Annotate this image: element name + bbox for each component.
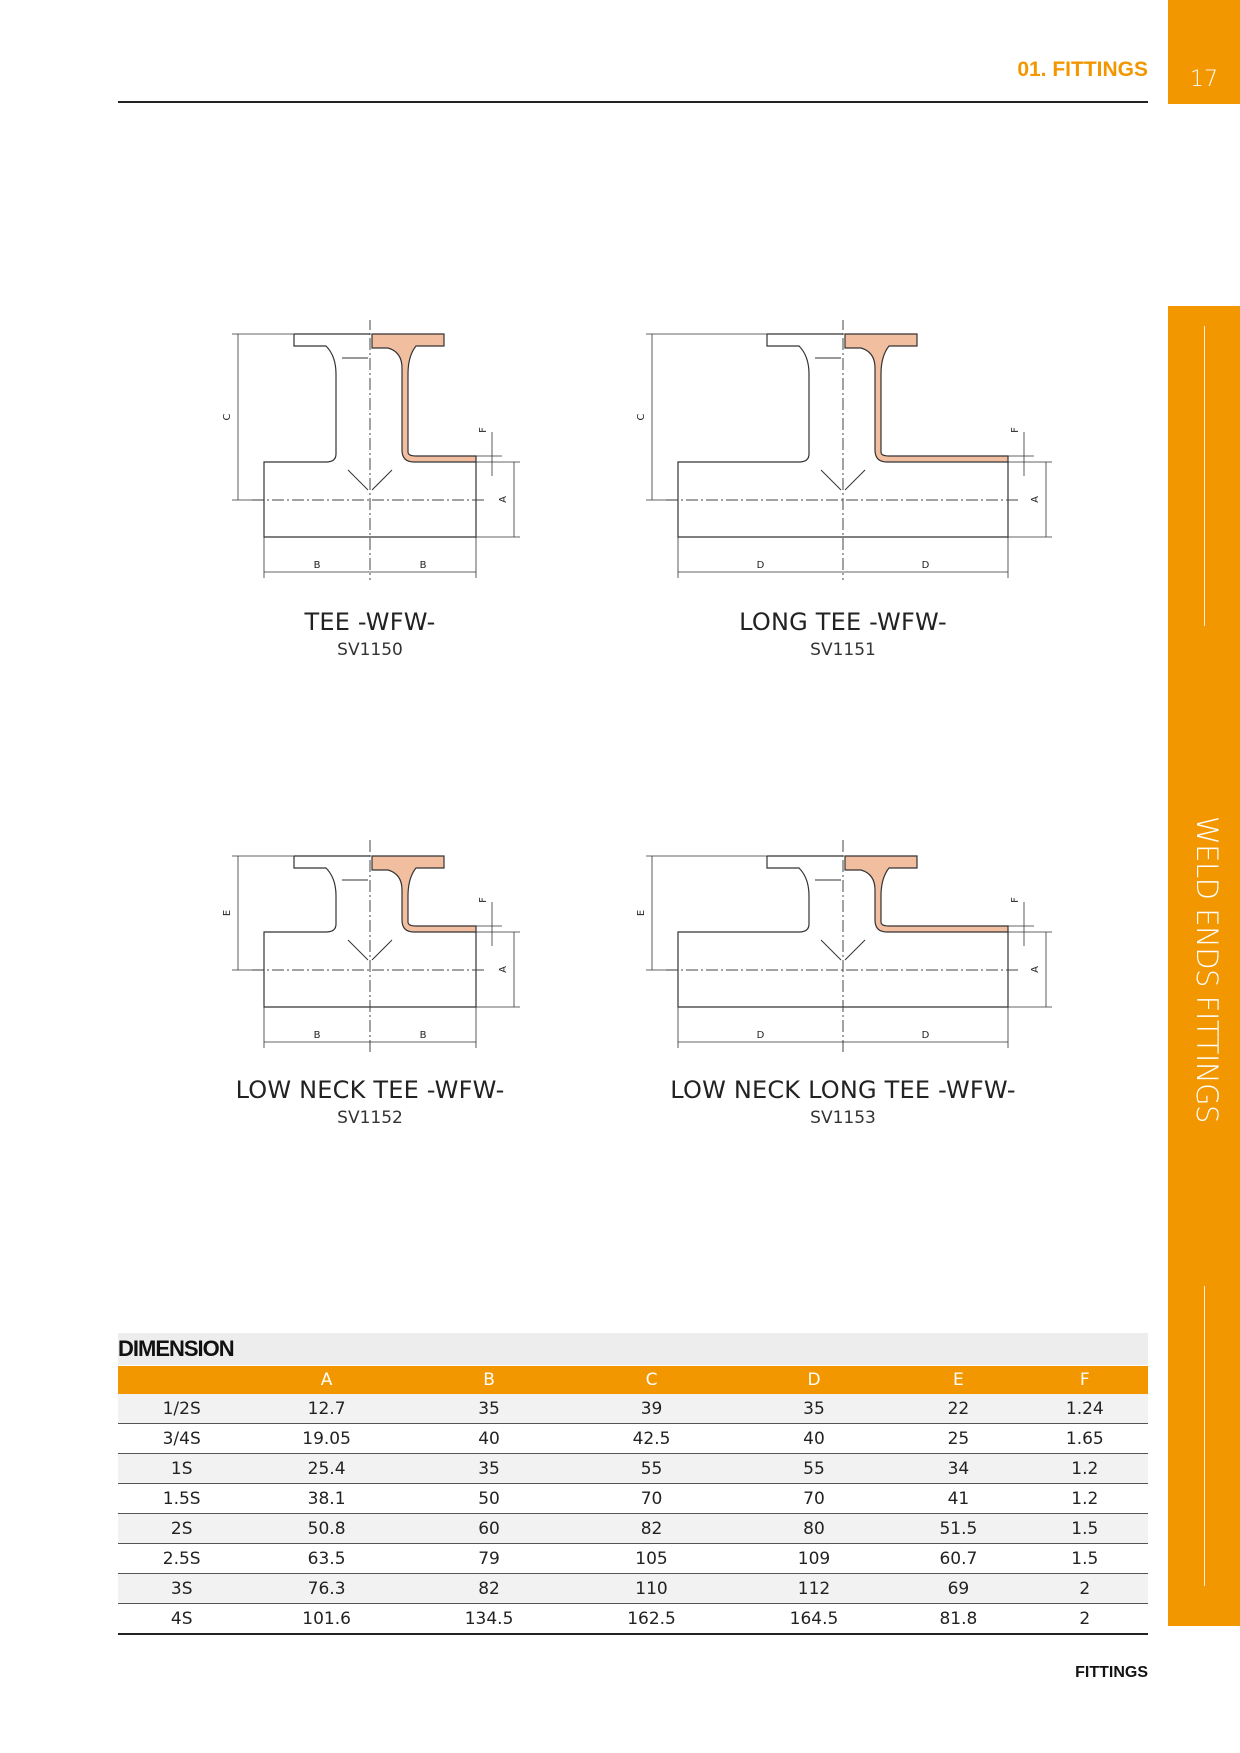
table-cell: 2.5S xyxy=(118,1544,245,1574)
dimension-label: A xyxy=(498,496,509,503)
dimension-label: A xyxy=(498,966,509,973)
bore-line xyxy=(372,470,392,490)
bore-line xyxy=(845,470,865,490)
section-tab xyxy=(1168,306,1240,1626)
section-tab-label: WELD ENDS FITTINGS xyxy=(1190,816,1224,1123)
header-title: 01. FITTINGS xyxy=(1017,58,1148,81)
table-cell: 3S xyxy=(118,1574,245,1604)
section-view xyxy=(372,334,476,462)
dimension-label: F xyxy=(1010,427,1021,433)
column-header xyxy=(118,1366,245,1394)
table-cell: 25.4 xyxy=(245,1454,407,1484)
dimension-title-bar xyxy=(118,1333,1148,1365)
dimension-label: F xyxy=(1010,897,1021,903)
table-cell: 51.5 xyxy=(895,1514,1021,1544)
table-cell: 1.2 xyxy=(1022,1454,1148,1484)
bore-line xyxy=(821,470,841,490)
dimension-label: B xyxy=(419,560,427,571)
product-title: LONG TEE -WFW- xyxy=(739,608,947,636)
diagram-low-neck-long-tee xyxy=(620,840,1070,1060)
dimension-label: B xyxy=(313,560,321,571)
table-cell: 19.05 xyxy=(245,1424,407,1454)
dimension-label: C xyxy=(222,413,233,421)
table-row xyxy=(118,1574,1148,1604)
table-cell: 42.5 xyxy=(570,1424,732,1454)
table-cell: 69 xyxy=(895,1574,1021,1604)
dimension-label: E xyxy=(222,909,233,917)
table-cell: 22 xyxy=(895,1394,1021,1424)
column-header: A xyxy=(245,1366,407,1394)
table-cell: 40 xyxy=(733,1424,895,1454)
table-cell: 81.8 xyxy=(895,1604,1021,1635)
product-code: SV1150 xyxy=(337,640,403,660)
table-cell: 3/4S xyxy=(118,1424,245,1454)
table-cell: 2 xyxy=(1022,1604,1148,1635)
dimension-label: A xyxy=(1030,966,1041,973)
column-header: B xyxy=(408,1366,570,1394)
dimension-label: D xyxy=(921,560,930,571)
section-view xyxy=(372,856,476,932)
table-cell: 79 xyxy=(408,1544,570,1574)
table-cell: 70 xyxy=(570,1484,732,1514)
table-row xyxy=(118,1604,1148,1635)
table-cell: 50 xyxy=(408,1484,570,1514)
table-row xyxy=(118,1424,1148,1454)
column-header: F xyxy=(1022,1366,1148,1394)
header-rule xyxy=(118,101,1148,103)
diagram-tee xyxy=(210,320,540,580)
table-row xyxy=(118,1454,1148,1484)
dimension-table xyxy=(118,1366,1148,1635)
table-row xyxy=(118,1544,1148,1574)
bore-line xyxy=(348,940,368,960)
page-number: 17 xyxy=(1190,67,1218,92)
table-cell: 112 xyxy=(733,1574,895,1604)
table-cell: 35 xyxy=(733,1394,895,1424)
table-cell: 76.3 xyxy=(245,1574,407,1604)
fitting-outline xyxy=(678,856,843,1007)
table-cell: 162.5 xyxy=(570,1604,732,1635)
table-cell: 134.5 xyxy=(408,1604,570,1635)
bore-line xyxy=(845,940,865,960)
product-title: LOW NECK LONG TEE -WFW- xyxy=(670,1076,1016,1104)
section-tab-divider xyxy=(1204,1286,1205,1586)
column-header: E xyxy=(895,1366,1021,1394)
table-cell: 38.1 xyxy=(245,1484,407,1514)
section-tab-divider xyxy=(1204,326,1205,626)
table-cell: 50.8 xyxy=(245,1514,407,1544)
table-cell: 41 xyxy=(895,1484,1021,1514)
product-title: LOW NECK TEE -WFW- xyxy=(235,1076,505,1104)
bore-line xyxy=(821,940,841,960)
table-cell: 2S xyxy=(118,1514,245,1544)
dimension-title: DIMENSION xyxy=(118,1336,234,1361)
dimension-label: C xyxy=(636,413,647,421)
table-cell: 34 xyxy=(895,1454,1021,1484)
table-cell: 101.6 xyxy=(245,1604,407,1635)
table-cell: 80 xyxy=(733,1514,895,1544)
bore-line xyxy=(348,470,368,490)
column-header: D xyxy=(733,1366,895,1394)
table-cell: 55 xyxy=(570,1454,732,1484)
table-cell: 63.5 xyxy=(245,1544,407,1574)
table-cell: 1.5 xyxy=(1022,1544,1148,1574)
dimension-label: D xyxy=(756,1030,765,1041)
product-caption xyxy=(170,608,570,660)
table-cell: 109 xyxy=(733,1544,895,1574)
diagram-long-tee xyxy=(620,320,1070,580)
fitting-outline xyxy=(264,334,370,537)
table-cell: 60.7 xyxy=(895,1544,1021,1574)
table-header-row xyxy=(118,1366,1148,1394)
table-cell: 1.2 xyxy=(1022,1484,1148,1514)
fitting-outline xyxy=(264,856,370,1007)
table-cell: 1.24 xyxy=(1022,1394,1148,1424)
dimension-label: D xyxy=(756,560,765,571)
table-cell: 82 xyxy=(408,1574,570,1604)
table-cell: 164.5 xyxy=(733,1604,895,1635)
table-cell: 39 xyxy=(570,1394,732,1424)
table-cell: 4S xyxy=(118,1604,245,1635)
table-cell: 55 xyxy=(733,1454,895,1484)
table-row xyxy=(118,1484,1148,1514)
table-cell: 1/2S xyxy=(118,1394,245,1424)
dimension-label: B xyxy=(313,1030,321,1041)
column-header: C xyxy=(570,1366,732,1394)
section-view xyxy=(845,856,1008,932)
footer-label: FITTINGS xyxy=(1075,1664,1148,1681)
product-code: SV1153 xyxy=(810,1108,876,1128)
table-cell: 70 xyxy=(733,1484,895,1514)
table-cell: 1S xyxy=(118,1454,245,1484)
dimension-label: E xyxy=(636,909,647,917)
table-cell: 25 xyxy=(895,1424,1021,1454)
table-cell: 35 xyxy=(408,1454,570,1484)
table-cell: 60 xyxy=(408,1514,570,1544)
table-cell: 82 xyxy=(570,1514,732,1544)
diagram-low-neck-tee xyxy=(210,840,540,1060)
dimension-label: D xyxy=(921,1030,930,1041)
product-code: SV1152 xyxy=(337,1108,403,1128)
dimension-label: B xyxy=(419,1030,427,1041)
table-cell: 110 xyxy=(570,1574,732,1604)
dimension-label: F xyxy=(478,897,489,903)
bore-line xyxy=(372,940,392,960)
page-number-tab xyxy=(1168,0,1240,104)
product-caption xyxy=(643,1076,1043,1128)
table-cell: 1.5 xyxy=(1022,1514,1148,1544)
table-row xyxy=(118,1394,1148,1424)
table-cell: 1.65 xyxy=(1022,1424,1148,1454)
table-cell: 2 xyxy=(1022,1574,1148,1604)
table-cell: 12.7 xyxy=(245,1394,407,1424)
table-cell: 105 xyxy=(570,1544,732,1574)
section-view xyxy=(845,334,1008,462)
dimension-label: F xyxy=(478,427,489,433)
product-caption xyxy=(170,1076,570,1128)
product-caption xyxy=(643,608,1043,660)
table-cell: 40 xyxy=(408,1424,570,1454)
table-cell: 35 xyxy=(408,1394,570,1424)
product-code: SV1151 xyxy=(810,640,876,660)
dimension-label: A xyxy=(1030,496,1041,503)
table-cell: 1.5S xyxy=(118,1484,245,1514)
table-row xyxy=(118,1514,1148,1544)
product-title: TEE -WFW- xyxy=(304,608,436,636)
fitting-outline xyxy=(678,334,843,537)
